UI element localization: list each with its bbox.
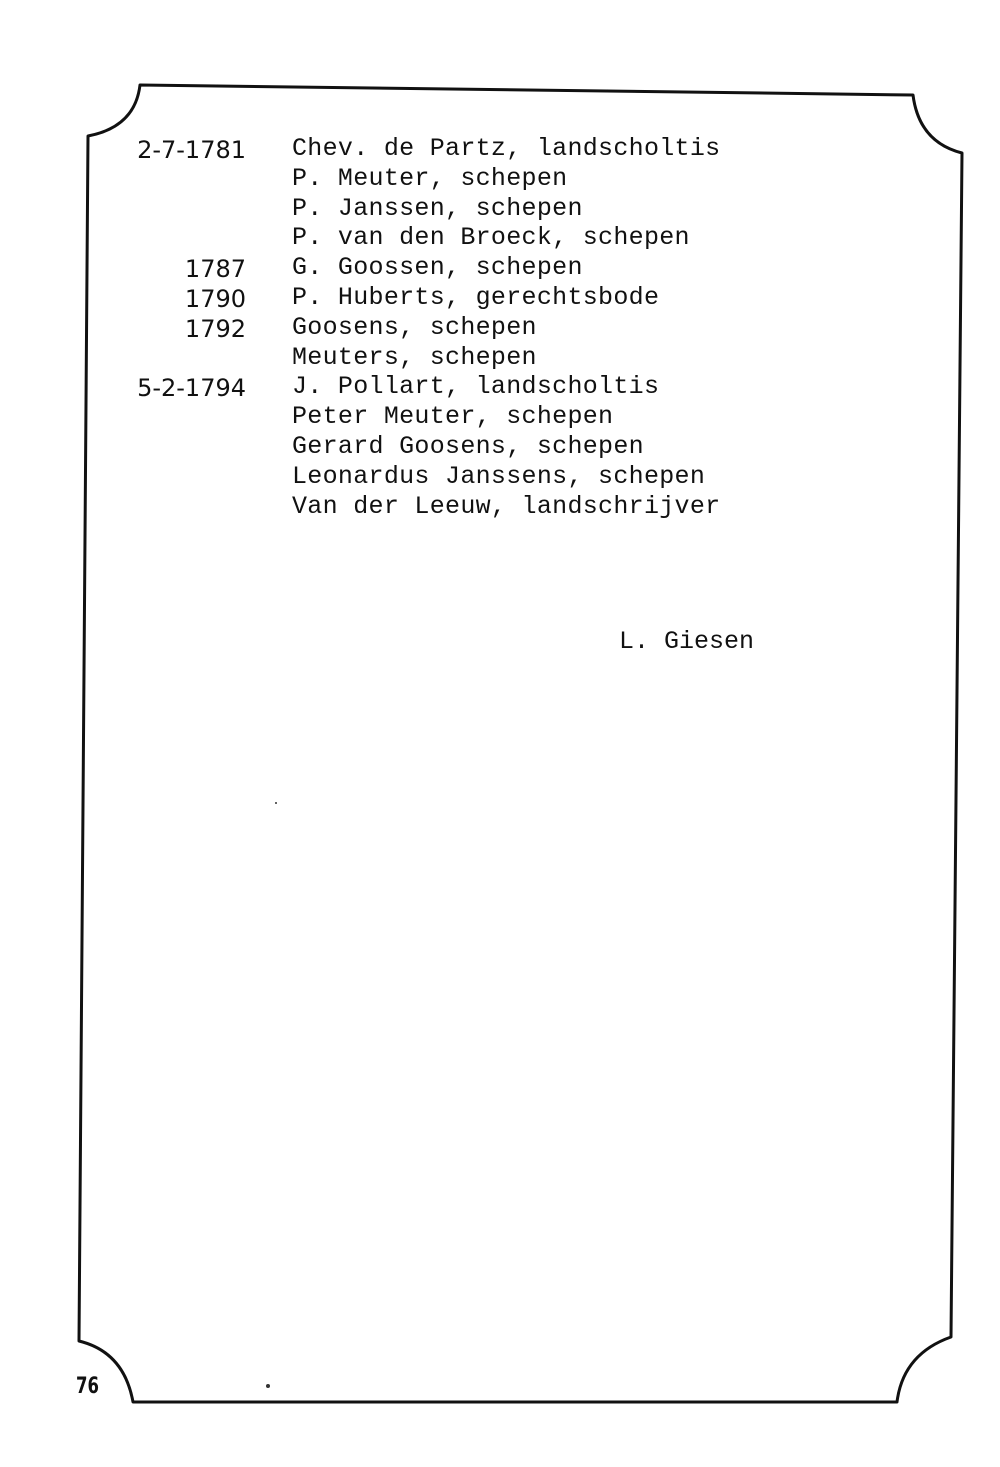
entry-text: Peter Meuter, schepen bbox=[292, 402, 614, 431]
entry-text: Goosens, schepen bbox=[292, 313, 537, 342]
entry-date: 2-7-1781 bbox=[137, 136, 246, 164]
entry-text: Gerard Goosens, schepen bbox=[292, 432, 644, 461]
entry-text: G. Goossen, schepen bbox=[292, 253, 583, 282]
ink-speck bbox=[266, 1384, 270, 1388]
entry-text: P. van den Broeck, schepen bbox=[292, 223, 690, 252]
entry-date: 1787 bbox=[184, 255, 246, 283]
entry-text: Leonardus Janssens, schepen bbox=[292, 462, 706, 491]
entry-date: 1790 bbox=[184, 285, 246, 313]
entry-text: Meuters, schepen bbox=[292, 343, 537, 372]
ink-speck bbox=[275, 802, 277, 804]
signature-name: L. Giesen bbox=[619, 627, 755, 656]
entry-text: Chev. de Partz, landscholtis bbox=[292, 134, 721, 163]
entry-date: 1792 bbox=[184, 315, 246, 343]
page-number: 76 bbox=[76, 1374, 99, 1399]
entry-text: Van der Leeuw, landschrijver bbox=[292, 492, 721, 521]
entry-text: J. Pollart, landscholtis bbox=[292, 372, 660, 401]
entry-text: P. Meuter, schepen bbox=[292, 164, 568, 193]
entry-text: P. Janssen, schepen bbox=[292, 194, 583, 223]
entry-date: 5-2-1794 bbox=[137, 374, 246, 402]
entry-text: P. Huberts, gerechtsbode bbox=[292, 283, 660, 312]
